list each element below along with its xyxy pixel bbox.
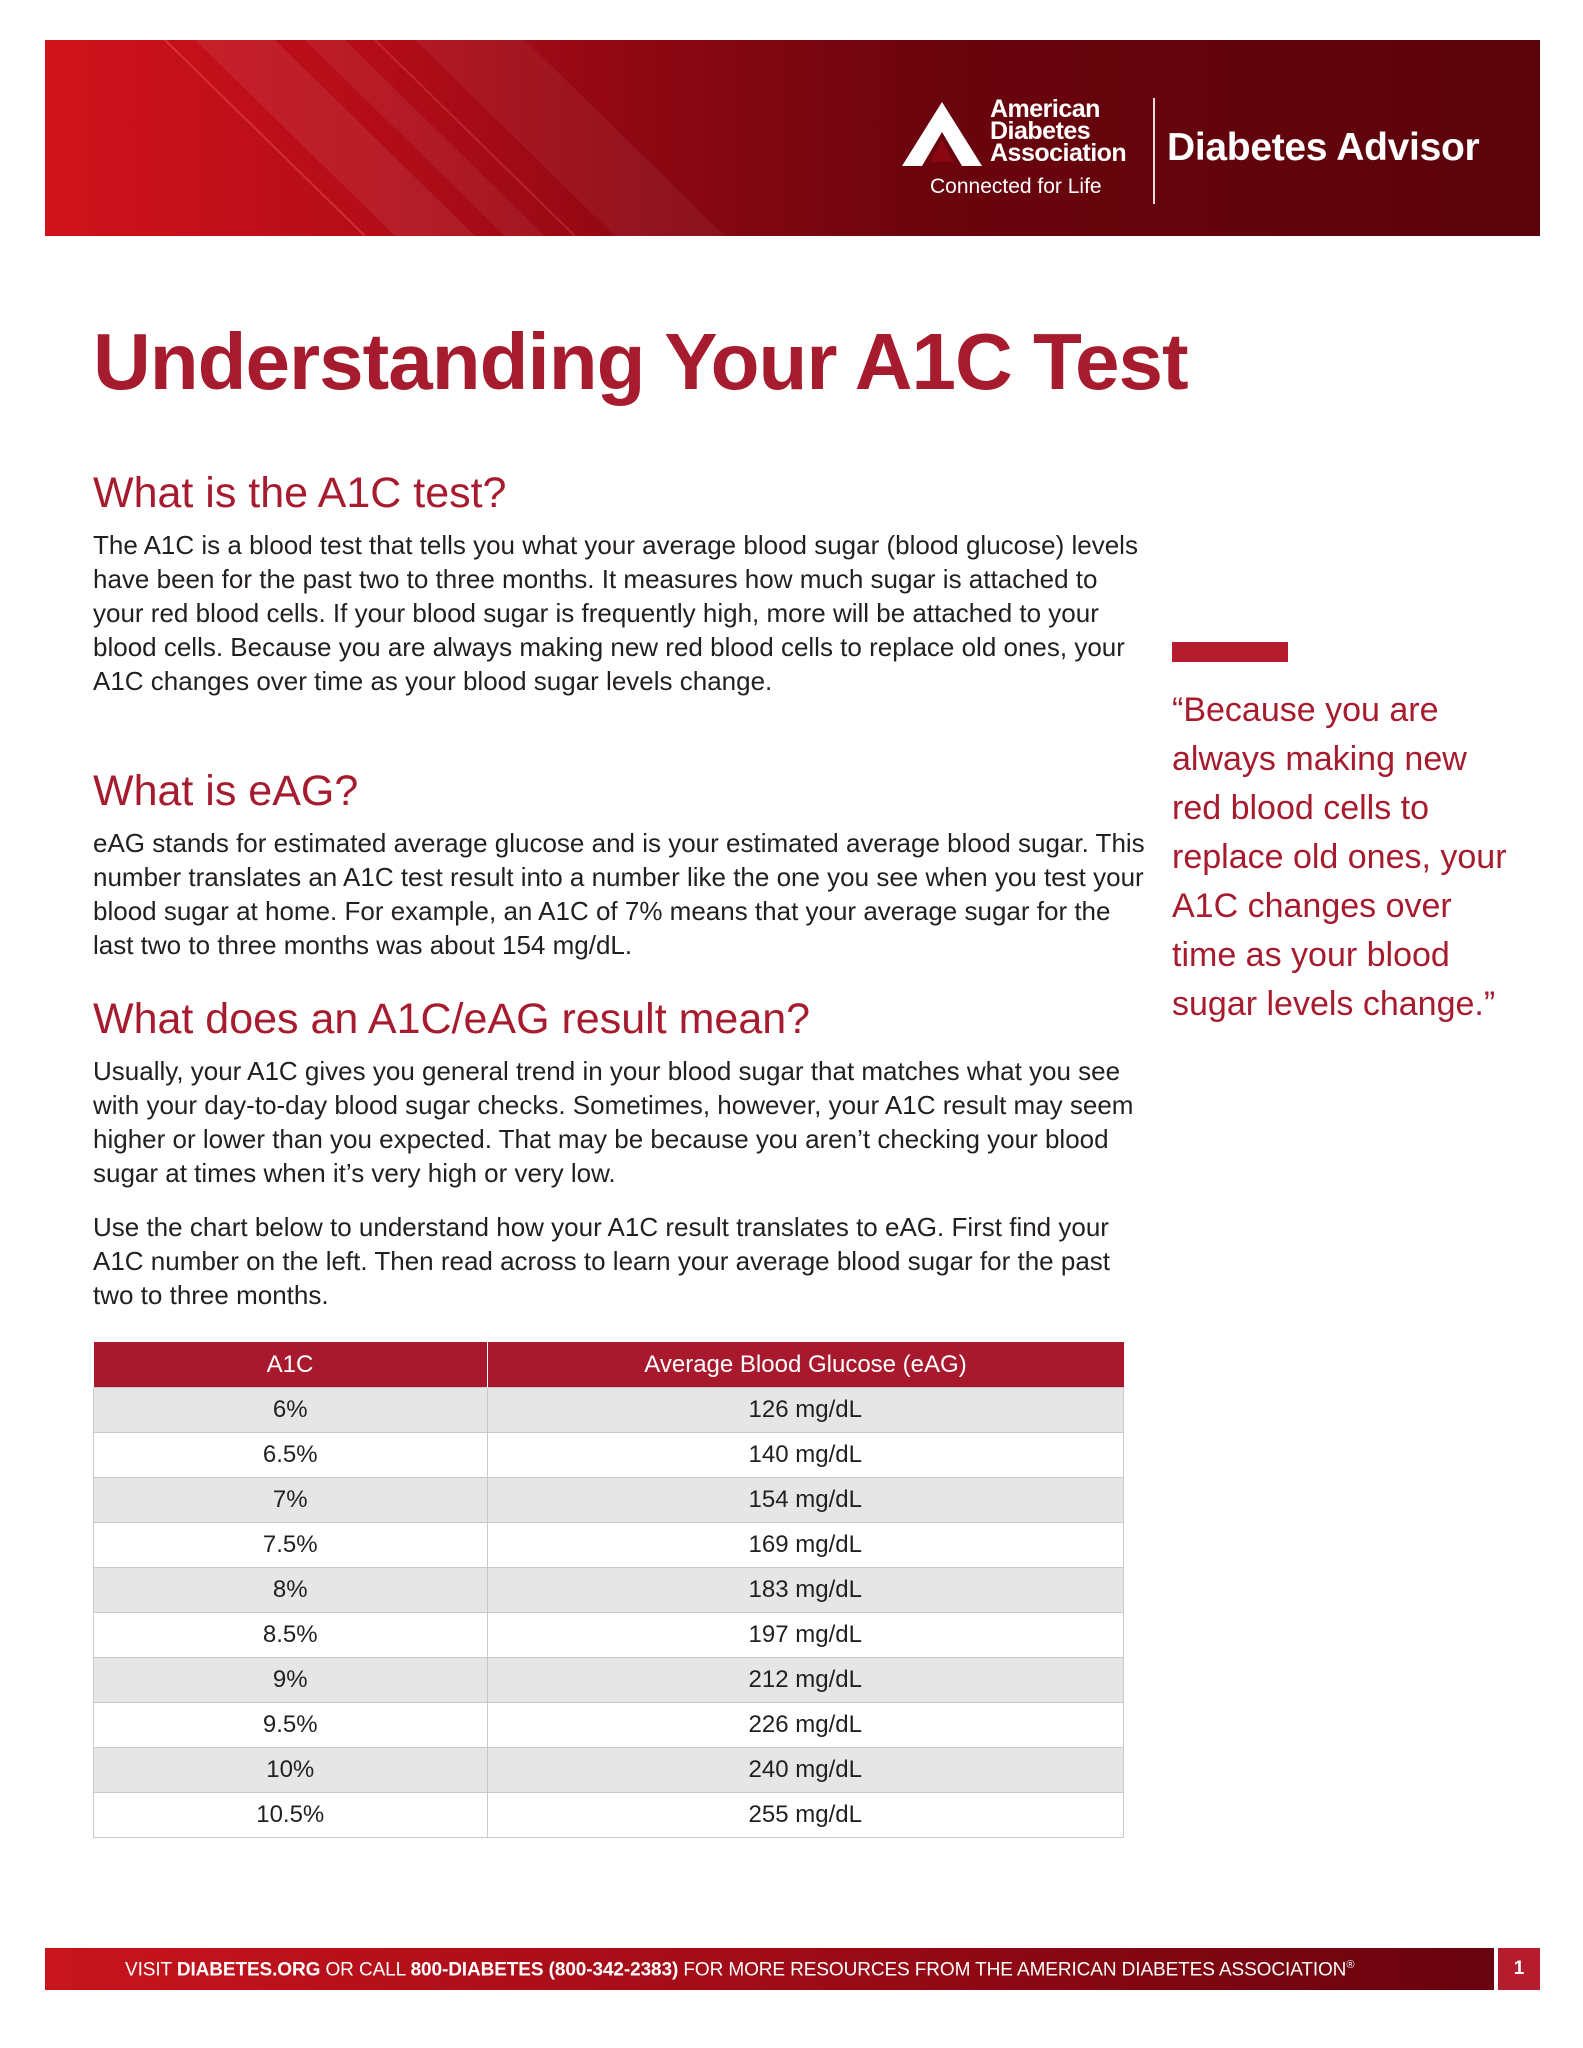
footer-text (125, 1959, 1354, 1981)
footer-registered-mark: ® (1346, 1959, 1355, 1971)
table-row (94, 1793, 1124, 1838)
section-heading-result-meaning: What does an A1C/eAG result mean? (93, 995, 811, 1043)
table-row (94, 1433, 1124, 1478)
org-line-1: American (990, 95, 1100, 123)
a1c-cell: 7.5% (94, 1523, 488, 1568)
a1c-cell: 6% (94, 1388, 488, 1433)
table-row (94, 1613, 1124, 1658)
org-line-3: Association (990, 139, 1127, 167)
table-row (94, 1388, 1124, 1433)
footer-or-call: OR CALL (320, 1959, 411, 1981)
org-line-2: Diabetes (990, 117, 1091, 145)
a1c-eag-table (93, 1342, 1124, 1838)
table-row (94, 1568, 1124, 1613)
a1c-cell: 9% (94, 1658, 488, 1703)
table-header-a1c: A1C (94, 1342, 488, 1388)
table-row (94, 1703, 1124, 1748)
footer-visit: VISIT (125, 1959, 177, 1981)
pull-quote-accent-bar (1172, 642, 1288, 662)
ada-triangle-logo-icon (900, 100, 984, 168)
eag-cell: 183 mg/dL (487, 1568, 1124, 1613)
eag-cell: 212 mg/dL (487, 1658, 1124, 1703)
header-banner (45, 40, 1540, 236)
footer-website-link[interactable]: DIABETES.ORG (176, 1959, 321, 1981)
table-header-eag: Average Blood Glucose (eAG) (487, 1342, 1124, 1388)
product-name: Diabetes Advisor (1167, 126, 1480, 169)
section-heading-eag: What is eAG? (93, 767, 359, 815)
section-text-chart-instructions: Use the chart below to understand how your A1C result translates to eAG. First find your A1C number on the left. Then read across to learn your average blood sugar for the past two to three months. (93, 1212, 1111, 1310)
eag-cell: 169 mg/dL (487, 1523, 1124, 1568)
section-text-a1c-test: The A1C is a blood test that tells you what your average blood sugar (blood glucose) levels have been for the past two to three months. It measures how much sugar is attached to your red blood cells. If your blood sugar is frequently high, more will be attached to your blood cells. Because you are always making new red blood cells to replace old ones, your A1C changes over time as your blood sugar levels change. (93, 530, 1138, 696)
pull-quote: “Because you are always making new red blood cells to replace old ones, your A1C changes over time as your blood sugar levels change.” (1172, 691, 1507, 1023)
a1c-cell: 10.5% (94, 1793, 488, 1838)
page-number: 1 (1498, 1948, 1540, 1990)
eag-cell: 240 mg/dL (487, 1748, 1124, 1793)
logo-divider (1153, 98, 1155, 204)
footer-phone-number[interactable]: 800-DIABETES (800-342-2383) (410, 1959, 679, 1981)
a1c-cell: 9.5% (94, 1703, 488, 1748)
a1c-cell: 6.5% (94, 1433, 488, 1478)
section-heading-a1c-test: What is the A1C test? (93, 469, 507, 517)
footer-resources-text: FOR MORE RESOURCES FROM THE AMERICAN DIABETES ASSOCIATION (678, 1959, 1347, 1981)
a1c-cell: 7% (94, 1478, 488, 1523)
eag-cell: 154 mg/dL (487, 1478, 1124, 1523)
page-title: Understanding Your A1C Test (93, 317, 1188, 406)
table-row (94, 1748, 1124, 1793)
eag-cell: 140 mg/dL (487, 1433, 1124, 1478)
eag-cell: 255 mg/dL (487, 1793, 1124, 1838)
section-text-eag: eAG stands for estimated average glucose and is your estimated average blood sugar. This number translates an A1C test result into a number like the one you see when you test your blood sugar at home. For example, an A1C of 7% means that your average sugar for the last two to three months was about 154 mg/dL. (93, 828, 1145, 960)
table-row (94, 1658, 1124, 1703)
table-header-row (94, 1342, 1124, 1388)
eag-cell: 126 mg/dL (487, 1388, 1124, 1433)
a1c-cell: 8.5% (94, 1613, 488, 1658)
table-row (94, 1523, 1124, 1568)
eag-cell: 226 mg/dL (487, 1703, 1124, 1748)
a1c-cell: 8% (94, 1568, 488, 1613)
eag-cell: 197 mg/dL (487, 1613, 1124, 1658)
footer-bar (45, 1948, 1540, 1990)
section-text-result-meaning: Usually, your A1C gives you general trend in your blood sugar that matches what you see with your day-to-day blood sugar checks. Sometimes, however, your A1C result may seem higher or lower than you expected. That may be because you aren’t checking your blood sugar at times when it’s very high or very low. (93, 1056, 1134, 1188)
ada-tagline: Connected for Life (930, 175, 1102, 198)
a1c-cell: 10% (94, 1748, 488, 1793)
ada-organization-name (990, 95, 1127, 167)
table-row (94, 1478, 1124, 1523)
